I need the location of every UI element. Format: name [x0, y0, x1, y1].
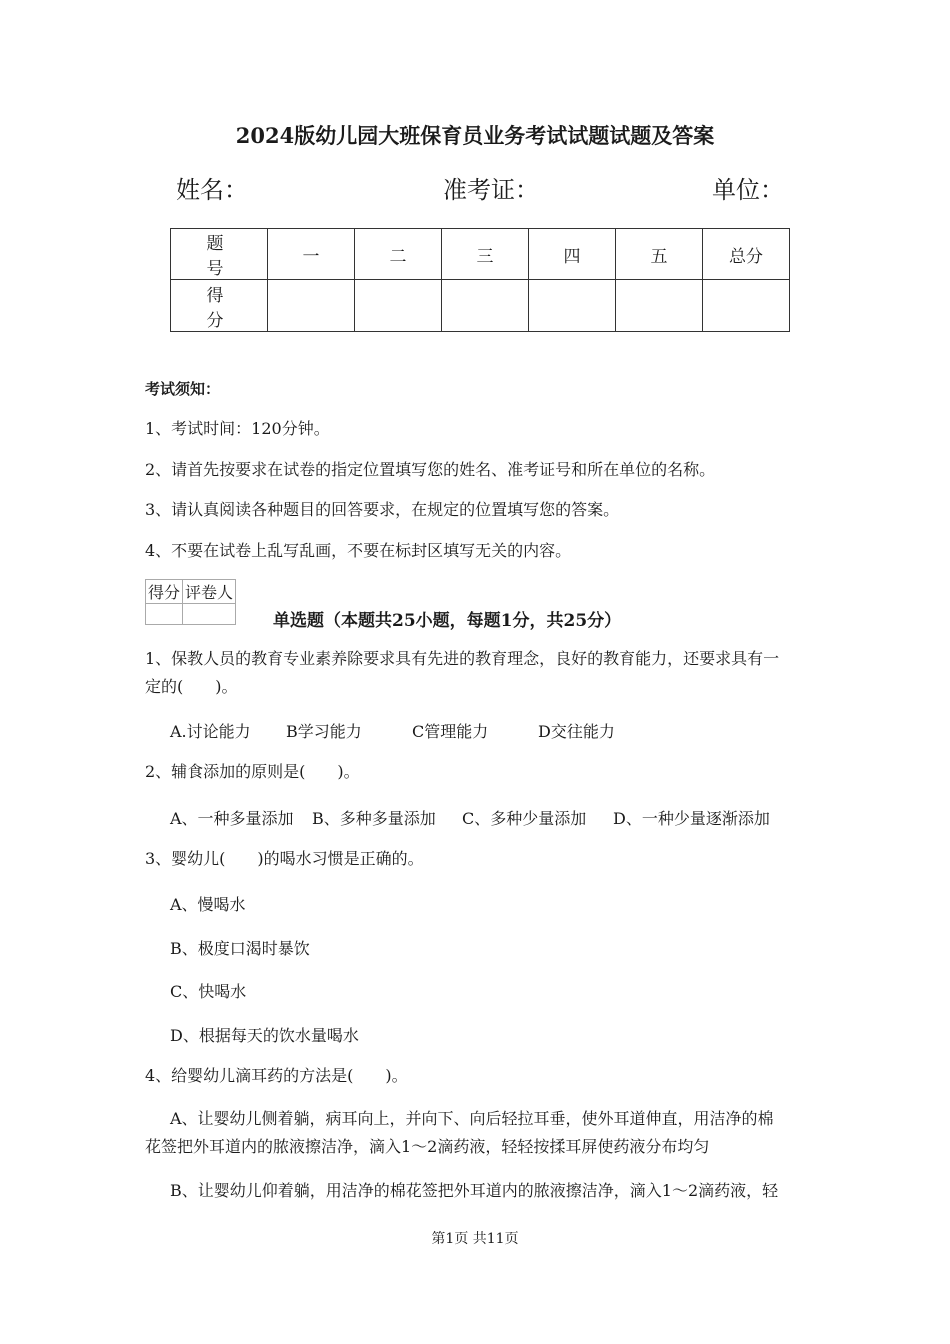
score-cell-1[interactable]: [268, 280, 355, 332]
grader-box: [145, 579, 236, 625]
grader-name-cell[interactable]: [183, 604, 236, 625]
score-table-col-5: 五: [616, 229, 703, 280]
option-item: B、极度口渴时暴饮: [170, 939, 310, 958]
score-table-col-4: 四: [529, 229, 616, 280]
option-item: D交往能力: [538, 722, 615, 741]
score-cell-3[interactable]: [442, 280, 529, 332]
option-item: C、多种少量添加: [462, 809, 587, 828]
option-item: 花签把外耳道内的脓液擦洁净，滴入1～2滴药液，轻轻按揉耳屏使药液分布均匀: [145, 1137, 710, 1156]
option-item: A.讨论能力: [170, 722, 251, 741]
question-text: 3、婴幼儿( )的喝水习惯是正确的。: [145, 849, 424, 868]
grader-score-cell[interactable]: [146, 604, 183, 625]
document-title: 2024版幼儿园大班保育员业务考试试题试题及答案: [235, 123, 715, 148]
option-item: A、让婴幼儿侧着躺，病耳向上，并向下、向后轻拉耳垂，使外耳道伸直，用洁净的棉: [170, 1109, 774, 1128]
score-table-score-label: 得 分: [171, 280, 268, 332]
question-text: 1、保教人员的教育专业素养除要求具有先进的教育理念，良好的教育能力，还要求具有一: [145, 649, 780, 668]
score-table-col-3: 三: [442, 229, 529, 280]
notice-heading: 考试须知：: [145, 380, 221, 398]
score-table-col-1: 一: [268, 229, 355, 280]
option-item: B、让婴幼儿仰着躺，用洁净的棉花签把外耳道内的脓液擦洁净，滴入1～2滴药液，轻: [170, 1181, 779, 1200]
score-table-col-total: 总分: [703, 229, 790, 280]
question-text: 4、给婴幼儿滴耳药的方法是( )。: [145, 1066, 408, 1085]
question-text: 定的( )。: [145, 677, 238, 696]
exam-id-label: 准考证：: [443, 176, 539, 204]
option-item: B学习能力: [286, 722, 362, 741]
name-label: 姓名：: [176, 176, 248, 204]
grader-score-label: 得分: [146, 580, 183, 604]
score-table-col-2: 二: [355, 229, 442, 280]
score-cell-4[interactable]: [529, 280, 616, 332]
unit-label: 单位：: [712, 176, 784, 204]
option-item: C、快喝水: [170, 982, 247, 1001]
notice-item: 1、考试时间：120分钟。: [145, 419, 330, 438]
option-item: A、慢喝水: [170, 895, 246, 914]
option-item: A、一种多量添加: [170, 809, 294, 828]
option-item: D、一种少量逐渐添加: [613, 809, 770, 828]
option-item: D、根据每天的饮水量喝水: [170, 1026, 359, 1045]
option-item: B、多种多量添加: [312, 809, 436, 828]
grader-name-label: 评卷人: [183, 580, 236, 604]
score-cell-5[interactable]: [616, 280, 703, 332]
notice-item: 4、不要在试卷上乱写乱画，不要在标封区填写无关的内容。: [145, 541, 572, 560]
notice-item: 2、请首先按要求在试卷的指定位置填写您的姓名、准考证号和所在单位的名称。: [145, 460, 716, 479]
page-footer: 第1页 共11页: [431, 1231, 519, 1247]
score-cell-total[interactable]: [703, 280, 790, 332]
option-item: C管理能力: [412, 722, 489, 741]
score-table: [170, 228, 790, 332]
score-cell-2[interactable]: [355, 280, 442, 332]
score-table-header-label: 题 号: [171, 229, 268, 280]
section-title: 单选题（本题共25小题，每题1分，共25分）: [273, 611, 622, 631]
question-text: 2、辅食添加的原则是( )。: [145, 762, 360, 781]
notice-item: 3、请认真阅读各种题目的回答要求，在规定的位置填写您的答案。: [145, 500, 620, 519]
